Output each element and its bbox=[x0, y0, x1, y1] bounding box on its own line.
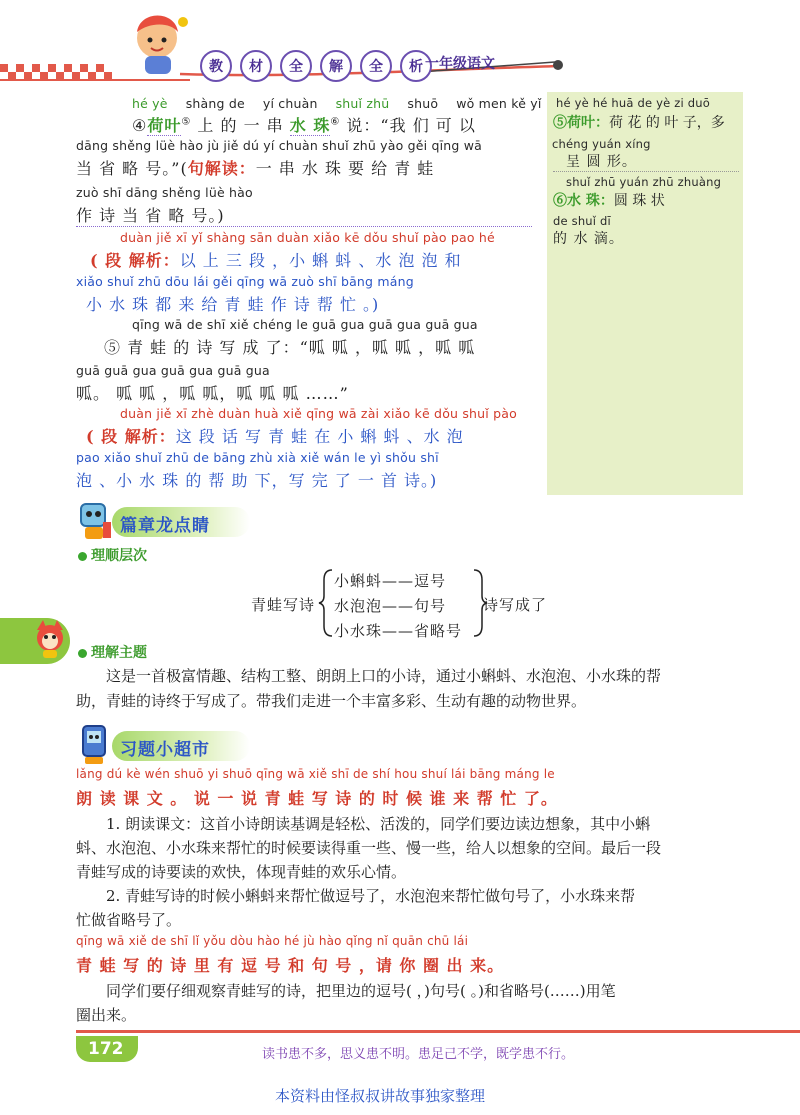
tree-root: 青蛙写诗 bbox=[251, 596, 316, 614]
pinyin-row: lǎng dú kè wén shuō yi shuō qīng wā xiě shī de shí hou shuí lái bāng máng le bbox=[76, 767, 555, 781]
subheading bbox=[78, 642, 147, 662]
divider bbox=[76, 226, 532, 227]
title-char: 教 bbox=[200, 50, 232, 82]
subheading bbox=[78, 545, 147, 565]
tree-item: 小蝌蚪——逗号 bbox=[334, 572, 447, 590]
text: 一 串 水 珠 要 给 青 蛙 bbox=[255, 159, 435, 178]
tree-item: 水泡泡——句号 bbox=[334, 597, 447, 615]
sidebar-divider bbox=[553, 170, 739, 172]
section-title: 篇章龙点睛 bbox=[120, 516, 210, 536]
pinyin: hé yè bbox=[132, 96, 168, 111]
keyword: 荷叶 bbox=[147, 116, 182, 135]
title-char: 解 bbox=[320, 50, 352, 82]
tree-result: 诗写成了 bbox=[483, 596, 548, 614]
annotation-label: ( 段 解析： bbox=[86, 427, 176, 446]
text-line: 泡 、小 水 珠 的 帮 助 下，写 完 了 一 首 诗。) bbox=[76, 471, 438, 490]
text-line bbox=[132, 113, 476, 136]
footer-rule bbox=[76, 1030, 800, 1033]
sidebar-word: 水 珠： bbox=[567, 193, 614, 209]
sidebar-def: 呈 圆 形。 bbox=[566, 154, 637, 170]
keyword: 水 珠 bbox=[289, 116, 331, 135]
sidebar-word: 荷叶： bbox=[567, 115, 609, 131]
pinyin-row: dāng shěng lüè hào jù jiě dú yí chuàn shuǐ zhū yào gěi qīng wā bbox=[76, 138, 483, 153]
title-char: 全 bbox=[280, 50, 312, 82]
sidebar-entry-shuizhu bbox=[553, 190, 665, 210]
sidebar-entry-hey bbox=[553, 112, 725, 132]
sidebar-num: ⑥ bbox=[553, 193, 567, 209]
text: 当 省 略 号。”( bbox=[76, 159, 188, 178]
pinyin: shuǐ zhū bbox=[335, 96, 390, 111]
robot-phone-icon bbox=[75, 724, 115, 770]
robot-mascot-icon bbox=[75, 500, 115, 546]
credit-line: 本资料由怪叔叔讲故事独家整理 bbox=[275, 1087, 486, 1105]
text: 上 的 一 串 bbox=[197, 116, 284, 135]
footer-motto: 读书患不多，思义患不明。患足己不学，既学患不行。 bbox=[262, 1047, 575, 1062]
subheading-text: 理顺层次 bbox=[91, 548, 147, 564]
theme-text: 助，青蛙的诗终于写成了。带我们走进一个丰富多彩、生动有趣的动物世界。 bbox=[76, 692, 587, 710]
pinyin-row: duàn jiě xī yǐ shàng sān duàn xiǎo kē dǒu shuǐ pào pao hé bbox=[120, 230, 495, 245]
question: 朗 读 课 文 。 说 一 说 青 蛙 写 诗 的 时 候 谁 来 帮 忙 了。 bbox=[76, 789, 558, 808]
footnote-ref: ⑤ bbox=[181, 116, 192, 128]
header-title bbox=[200, 50, 432, 82]
tree-item: 小水珠——省略号 bbox=[334, 622, 463, 640]
text-line bbox=[86, 424, 464, 447]
pinyin-row: qīng wā de shī xiě chéng le guā gua guā gua guā gua bbox=[132, 317, 478, 332]
pinyin-row: qīng wā xiě de shī lǐ yǒu dòu hào hé jù hào qǐng nǐ quān chū lái bbox=[76, 934, 469, 948]
subheading-text: 理解主题 bbox=[91, 645, 147, 661]
text-line bbox=[90, 248, 462, 271]
sidebar-def: 的 水 滴。 bbox=[553, 231, 624, 247]
girl-mascot-icon bbox=[137, 16, 188, 75]
sidebar-pinyin: shuǐ zhū yuán zhū zhuàng bbox=[566, 175, 722, 189]
section-title: 习题小超市 bbox=[120, 740, 210, 760]
theme-text: 这是一首极富情趣、结构工整、朗朗上口的小诗，通过小蝌蚪、水泡泡、小水珠的帮 bbox=[106, 667, 662, 685]
answer-text: 忙做省略号了。 bbox=[76, 911, 182, 929]
answer-text: 同学们要仔细观察青蛙写的诗，把里边的逗号( ，)句号( 。)和省略号(……)用笔 bbox=[106, 982, 616, 1000]
footnote-ref: ⑥ bbox=[330, 116, 341, 128]
text-line bbox=[76, 156, 434, 179]
answer-text: 2. 青蛙写诗的时候小蝌蚪来帮忙做逗号了，水泡泡来帮忙做句号了，小水珠来帮 bbox=[106, 887, 636, 905]
sidebar-pinyin: hé yè hé huā de yè zi duō bbox=[556, 96, 710, 110]
question: 青 蛙 写 的 诗 里 有 逗 号 和 句 号 ，请 你 圈 出 来。 bbox=[76, 956, 505, 975]
annotation-label: ( 段 解析： bbox=[90, 251, 180, 270]
sidebar-pinyin: de shuǐ dī bbox=[553, 214, 611, 228]
text: 以 上 三 段 ，小 蝌 蚪 、水 泡 泡 和 bbox=[179, 251, 462, 270]
text-line: 小 水 珠 都 来 给 青 蛙 作 诗 帮 忙 。) bbox=[86, 295, 380, 314]
fox-mascot-icon bbox=[33, 620, 67, 664]
pinyin: yí chuàn bbox=[262, 96, 318, 111]
sidebar-def: 圆 珠 状 bbox=[613, 193, 665, 209]
pinyin-row: xiǎo shuǐ zhū dōu lái gěi qīng wā zuò shī bāng máng bbox=[76, 274, 414, 289]
title-char: 析 bbox=[400, 50, 432, 82]
sidebar-def: 荷 花 的 叶 子，多 bbox=[609, 115, 725, 131]
page-number: 172 bbox=[88, 1039, 124, 1059]
title-char: 材 bbox=[240, 50, 272, 82]
pinyin: shuō bbox=[407, 96, 439, 111]
para-number: ④ bbox=[132, 116, 148, 135]
sidebar-num: ⑤ bbox=[553, 115, 567, 131]
pinyin-row: duàn jiě xī zhè duàn huà xiě qīng wā zài xiǎo kē dǒu shuǐ pào bbox=[120, 406, 517, 421]
sidebar-pinyin: chéng yuán xíng bbox=[552, 137, 651, 151]
text: 说：“我 们 可 以 bbox=[346, 116, 476, 135]
text-line: 呱。 呱 呱 ，呱 呱，呱 呱 呱 ……” bbox=[76, 384, 349, 403]
pinyin: shàng de bbox=[185, 96, 245, 111]
pinyin: wǒ men kě yǐ bbox=[456, 96, 542, 111]
answer-text: 1. 朗读课文：这首小诗朗读基调是轻松、活泼的，同学们要边读边想象，其中小蝌 bbox=[106, 815, 651, 833]
pinyin-row: pao xiǎo shuǐ zhū de bāng zhù xià xiě wán le yì shǒu shī bbox=[76, 450, 439, 465]
pinyin-row: guā guā gua guā gua guā gua bbox=[76, 363, 270, 378]
answer-text: 圈出来。 bbox=[76, 1006, 137, 1024]
text-line: ⑤ 青 蛙 的 诗 写 成 了：“呱 呱 ，呱 呱 ，呱 呱 bbox=[104, 338, 476, 357]
pinyin-row bbox=[132, 96, 542, 111]
text: 这 段 话 写 青 蛙 在 小 蝌 蚪 、水 泡 bbox=[175, 427, 464, 446]
grade-label: 一年级语文 bbox=[425, 56, 495, 72]
text-line: 作 诗 当 省 略 号。) bbox=[76, 206, 225, 225]
answer-text: 青蛙写成的诗要读的欢快，体现青蛙的欢乐心情。 bbox=[76, 863, 407, 881]
annotation-label: 句解读： bbox=[187, 159, 256, 178]
bullet-icon bbox=[78, 552, 87, 561]
title-char: 全 bbox=[360, 50, 392, 82]
pinyin-row: zuò shī dāng shěng lüè hào bbox=[76, 185, 253, 200]
bullet-icon bbox=[78, 649, 87, 658]
answer-text: 蚪、水泡泡、小水珠来帮忙的时候要读得重一些、慢一些，给人以想象的空间。最后一段 bbox=[76, 839, 662, 857]
